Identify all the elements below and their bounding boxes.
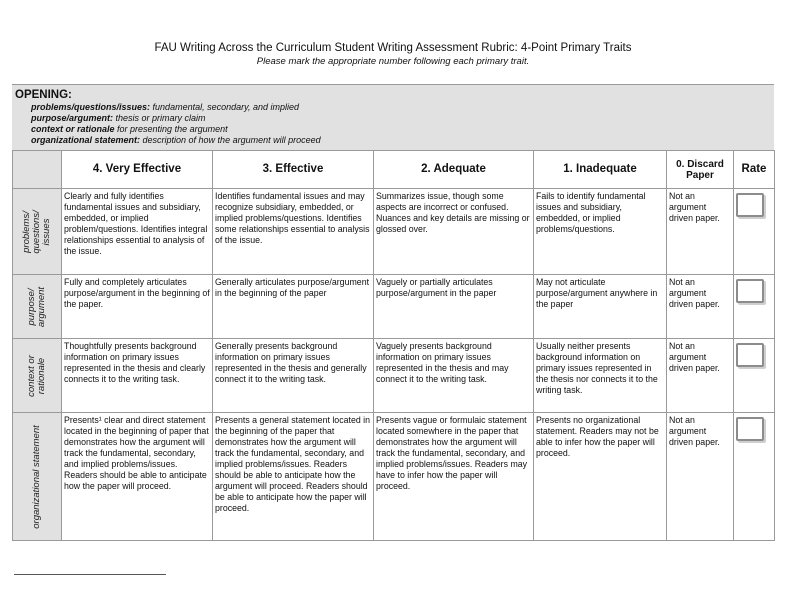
opening-term: purpose/argument [31,113,111,123]
header-very-effective: 4. Very Effective [62,151,213,189]
cell-adequate: Vaguely presents background information on primary issues represented in the thesis and may connect it to the writing task. [374,339,534,413]
cell-inadequate: May not articulate purpose/argument anywhere in the paper [534,275,667,339]
row-label-line: context or [26,354,37,397]
opening-desc: for presenting the argument [114,124,228,134]
row-label-line: problems/ [21,210,32,253]
row-label-purpose [13,275,62,339]
opening-desc: description of how the argument will proceed [140,135,321,145]
row-label-line: purpose/ [26,288,37,325]
table-row-context [13,339,775,413]
opening-line [15,113,774,124]
cell-effective: Generally articulates purpose/argument in the beginning of the paper [213,275,374,339]
rate-checkbox[interactable] [736,417,764,441]
opening-sep: : [147,102,151,112]
header-discard-paper: 0. Discard Paper [667,151,734,189]
corner-cell [13,151,62,189]
rate-checkbox[interactable] [736,193,764,217]
rate-cell [734,275,775,339]
rate-cell [734,189,775,275]
opening-heading: OPENING: [15,89,72,101]
header-inadequate: 1. Inadequate [534,151,667,189]
opening-desc: thesis or primary claim [113,113,206,123]
cell-adequate: Summarizes issue, though some aspects are incorrect or confused. Nuances and key details are missing or glossed over. [374,189,534,275]
document-title: FAU Writing Across the Curriculum Student Writing Assessment Rubric: 4-Point Primary Traits [154,42,632,54]
cell-inadequate: Fails to identify fundamental issues and subsidiary, embedded, or implied problems/questions. [534,189,667,275]
header-effective: 3. Effective [213,151,374,189]
opening-section [12,84,774,150]
opening-term: organizational statement: [31,135,141,145]
row-label-problems [13,189,62,275]
rubric-table [12,150,775,541]
row-label-context [13,339,62,413]
footnote-divider [14,574,166,575]
cell-very-effective: Fully and completely articulates purpose/argument in the beginning of the paper. [62,275,213,339]
header-row [13,151,775,189]
cell-inadequate: Presents no organizational statement. Readers may not be able to infer how the paper will proceed. [534,413,667,541]
row-label-organizational [13,413,62,541]
rate-checkbox[interactable] [736,343,764,367]
cell-very-effective: Clearly and fully identifies fundamental issues and subsidiary, embedded, or implied problem/questions. Identifies integral relationships essential to analysis of the issue. [62,189,213,275]
cell-discard: Not an argument driven paper. [667,189,734,275]
row-label-line: rationale [36,357,47,394]
cell-very-effective: Thoughtfully presents background information on primary issues represented in the thesis and clearly connects it to the writing task. [62,339,213,413]
rate-checkbox[interactable] [736,279,764,303]
cell-inadequate: Usually neither presents background information on primary issues represented in the thesis nor connects it to the writing task. [534,339,667,413]
cell-effective: Presents a general statement located in the beginning of the paper that demonstrates how the argument will track the fundamental, secondary, and implied problems/issues. Readers should be able to anticipate how the argument will proceed. Readers should be able to anticipate how the paper will proceed. [213,413,374,541]
table-row-problems [13,189,775,275]
cell-discard: Not an argument driven paper. [667,275,734,339]
row-label-line: argument [36,286,47,327]
opening-sep: : [110,113,114,123]
header-rate: Rate [734,151,775,189]
header-adequate: 2. Adequate [374,151,534,189]
opening-line [15,135,774,146]
opening-line [15,102,774,113]
cell-effective: Identifies fundamental issues and may recognize subsidiary, embedded, or implied problems/questions. Identifies some relationships essential to analysis of the issue. [213,189,374,275]
opening-term: context or rationale [31,124,115,134]
opening-term: problems/questions/issues [31,102,148,112]
row-label-line: questions/ [31,209,42,254]
row-label-line: issues [41,218,52,245]
document-subtitle: Please mark the appropriate number following each primary trait. [256,56,530,67]
cell-discard: Not an argument driven paper. [667,339,734,413]
cell-effective: Generally presents background information on primary issues represented in the thesis and generally connect it to the writing task. [213,339,374,413]
opening-desc: fundamental, secondary, and implied [150,102,299,112]
cell-discard: Not an argument driven paper. [667,413,734,541]
opening-line [15,124,774,135]
row-label-line: organizational statement [31,424,42,529]
rate-cell [734,413,775,541]
table-row-organizational [13,413,775,541]
table-row-purpose [13,275,775,339]
cell-adequate: Presents vague or formulaic statement located somewhere in the paper that demonstrates how the argument will track the fundamental, secondary, and implied problems/issues. Readers may have to infer how the paper will proceed. [374,413,534,541]
cell-very-effective: Presents¹ clear and direct statement located in the beginning of paper that demonstrates how the argument will track the fundamental, secondary, and implied problems/issues. Readers should be able to anticipate how the paper will proceed. [62,413,213,541]
cell-adequate: Vaguely or partially articulates purpose/argument in the paper [374,275,534,339]
rate-cell [734,339,775,413]
